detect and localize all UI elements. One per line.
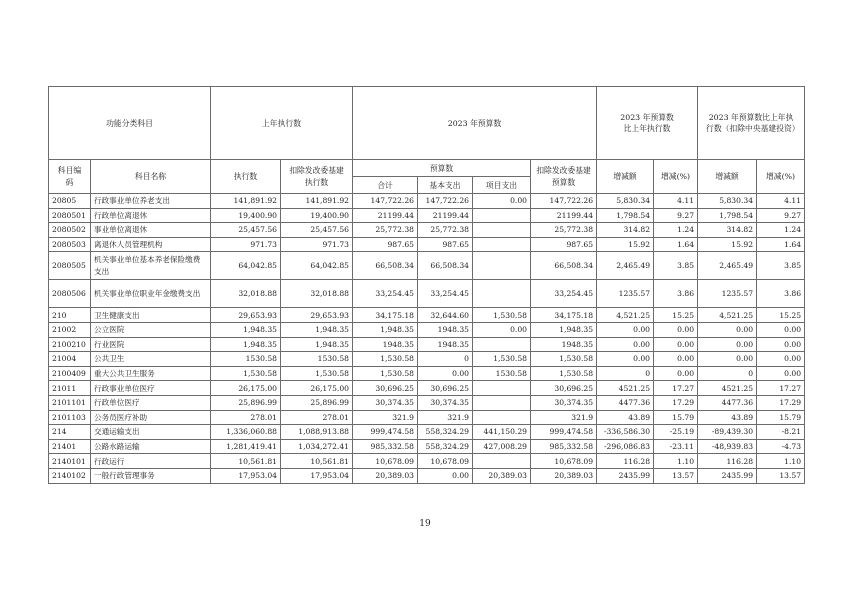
- header-budget-2023: 2023 年预算数: [353, 87, 597, 160]
- cell-increase-pct: 1.24: [654, 223, 698, 238]
- cell-increase-pct: 0.00: [654, 337, 698, 352]
- cell-increase-pct: -23.11: [654, 439, 698, 454]
- cell-project-expense: 1530.58: [473, 366, 531, 381]
- cell-budget-total: 1,948.35: [353, 322, 418, 337]
- cell-basic-expense: 32,644.60: [418, 308, 473, 323]
- cell-budget-total: 30,696.25: [353, 381, 418, 396]
- cell-increase-pct-2: 3.85: [757, 252, 805, 280]
- cell-budget-excl: 66,508.34: [531, 252, 597, 280]
- cell-budget-excl: 321.9: [531, 410, 597, 425]
- cell-increase-amount-2: 0.00: [698, 352, 757, 367]
- cell-budget-total: 25,772.38: [353, 223, 418, 238]
- cell-budget-excl: 1,530.58: [531, 366, 597, 381]
- header-basic-expense: 基本支出: [418, 177, 473, 194]
- cell-subject-code: 21011: [49, 381, 91, 396]
- cell-budget-total: 33,254.45: [353, 280, 418, 308]
- cell-increase-pct-2: 17.27: [757, 381, 805, 396]
- cell-exec-excl: 25,896.99: [281, 395, 353, 410]
- cell-increase-amount-2: 4477.36: [698, 395, 757, 410]
- cell-subject-code: 21004: [49, 352, 91, 367]
- cell-increase-pct: 3.85: [654, 252, 698, 280]
- header-budget-excl-dev: 扣除发改委基建预算数: [531, 160, 597, 194]
- cell-increase-amount-2: 0.00: [698, 322, 757, 337]
- table-row: [49, 352, 805, 367]
- cell-exec: 10,561.81: [211, 454, 281, 469]
- cell-project-expense: 0.00: [473, 322, 531, 337]
- cell-increase-amount-2: 4,521.25: [698, 308, 757, 323]
- cell-increase-amount: 0.00: [597, 337, 654, 352]
- table-row: [49, 468, 805, 483]
- cell-basic-expense: 558,324.29: [418, 425, 473, 440]
- cell-project-expense: [473, 280, 531, 308]
- cell-basic-expense: 10,678.09: [418, 454, 473, 469]
- cell-subject-name: 行政事业单位养老支出: [91, 194, 211, 209]
- cell-budget-excl: 25,772.38: [531, 223, 597, 238]
- cell-basic-expense: 30,696.25: [418, 381, 473, 396]
- cell-exec-excl: 29,653.93: [281, 308, 353, 323]
- cell-exec: 971.73: [211, 237, 281, 252]
- cell-increase-pct-2: -8.21: [757, 425, 805, 440]
- cell-increase-amount: 4,521.25: [597, 308, 654, 323]
- cell-increase-pct: 13.57: [654, 468, 698, 483]
- cell-exec-excl: 25,457.56: [281, 223, 353, 238]
- cell-increase-amount-2: 5,830.34: [698, 194, 757, 209]
- table-row: [49, 425, 805, 440]
- cell-exec: 25,457.56: [211, 223, 281, 238]
- cell-basic-expense: 558,324.29: [418, 439, 473, 454]
- cell-subject-name: 行政事业单位医疗: [91, 381, 211, 396]
- cell-budget-total: 1,530.58: [353, 366, 418, 381]
- cell-exec: 1,281,419.41: [211, 439, 281, 454]
- cell-exec: 1,948.35: [211, 322, 281, 337]
- cell-increase-pct: 4.11: [654, 194, 698, 209]
- cell-increase-amount: 0.00: [597, 352, 654, 367]
- cell-increase-pct-2: 1.24: [757, 223, 805, 238]
- cell-basic-expense: 21199.44: [418, 208, 473, 223]
- cell-budget-total: 34,175.18: [353, 308, 418, 323]
- cell-subject-name: 行业医院: [91, 337, 211, 352]
- header-increase-pct-2: 增减(%): [757, 160, 805, 194]
- cell-increase-amount-2: 116.28: [698, 454, 757, 469]
- cell-subject-name: 重大公共卫生服务: [91, 366, 211, 381]
- cell-subject-code: 21002: [49, 322, 91, 337]
- cell-project-expense: [473, 381, 531, 396]
- cell-budget-excl: 147,722.26: [531, 194, 597, 209]
- cell-increase-pct: 17.27: [654, 381, 698, 396]
- cell-basic-expense: 0.00: [418, 366, 473, 381]
- cell-basic-expense: 30,374.35: [418, 395, 473, 410]
- cell-increase-pct-2: 9.27: [757, 208, 805, 223]
- cell-increase-amount: 15.92: [597, 237, 654, 252]
- table-row: [49, 194, 805, 209]
- cell-subject-name: 机关事业单位基本养老保险缴费支出: [91, 252, 211, 280]
- cell-increase-pct-2: 1.64: [757, 237, 805, 252]
- cell-subject-code: 2101103: [49, 410, 91, 425]
- cell-increase-amount: 43.89: [597, 410, 654, 425]
- header-subject-name: 科目名称: [91, 160, 211, 194]
- cell-project-expense: [473, 395, 531, 410]
- cell-budget-excl: 985,332.58: [531, 439, 597, 454]
- cell-increase-pct: 15.25: [654, 308, 698, 323]
- cell-exec: 25,896.99: [211, 395, 281, 410]
- header-budget-amount: 预算数: [353, 160, 531, 177]
- cell-basic-expense: 0: [418, 352, 473, 367]
- cell-subject-name: 一般行政管理事务: [91, 468, 211, 483]
- cell-budget-total: 1,530.58: [353, 352, 418, 367]
- cell-increase-pct: 0.00: [654, 322, 698, 337]
- cell-subject-name: 公共卫生: [91, 352, 211, 367]
- cell-budget-total: 985,332.58: [353, 439, 418, 454]
- cell-budget-total: 987.65: [353, 237, 418, 252]
- cell-increase-pct-2: 17.29: [757, 395, 805, 410]
- header-subject-code: 科目编码: [49, 160, 91, 194]
- cell-subject-code: 2101101: [49, 395, 91, 410]
- budget-table: [48, 86, 805, 484]
- table-row: [49, 395, 805, 410]
- cell-exec-excl: 141,891.92: [281, 194, 353, 209]
- cell-exec-excl: 1,948.35: [281, 322, 353, 337]
- cell-project-expense: [473, 208, 531, 223]
- cell-basic-expense: 0.00: [418, 468, 473, 483]
- cell-budget-excl: 33,254.45: [531, 280, 597, 308]
- cell-exec: 1,948.35: [211, 337, 281, 352]
- cell-budget-excl: 21199.44: [531, 208, 597, 223]
- cell-basic-expense: 147,722.26: [418, 194, 473, 209]
- cell-subject-code: 2080505: [49, 252, 91, 280]
- cell-increase-amount-2: 4521.25: [698, 381, 757, 396]
- cell-increase-pct: -25.19: [654, 425, 698, 440]
- cell-budget-excl: 987.65: [531, 237, 597, 252]
- cell-exec-excl: 1,088,913.88: [281, 425, 353, 440]
- cell-increase-amount-2: 1235.57: [698, 280, 757, 308]
- cell-increase-amount: 116.28: [597, 454, 654, 469]
- cell-subject-code: 214: [49, 425, 91, 440]
- cell-increase-amount-2: -89,439.30: [698, 425, 757, 440]
- cell-exec-excl: 971.73: [281, 237, 353, 252]
- cell-subject-code: 2080502: [49, 223, 91, 238]
- cell-budget-total: 999,474.58: [353, 425, 418, 440]
- cell-budget-excl: 1948.35: [531, 337, 597, 352]
- cell-budget-total: 21199.44: [353, 208, 418, 223]
- cell-project-expense: [473, 223, 531, 238]
- cell-subject-name: 公路水路运输: [91, 439, 211, 454]
- cell-project-expense: 20,389.03: [473, 468, 531, 483]
- table-row: [49, 337, 805, 352]
- header-exec-amount: 执行数: [211, 160, 281, 194]
- cell-exec: 32,018.88: [211, 280, 281, 308]
- cell-subject-code: 21401: [49, 439, 91, 454]
- cell-exec: 1,336,060.88: [211, 425, 281, 440]
- cell-budget-total: 10,678.09: [353, 454, 418, 469]
- cell-exec-excl: 64,042.85: [281, 252, 353, 280]
- table-row: [49, 308, 805, 323]
- header-vs-last-year-excl: 2023 年预算数比上年执行数（扣除中央基建投资）: [698, 87, 805, 160]
- cell-increase-pct: 9.27: [654, 208, 698, 223]
- cell-increase-pct-2: 0.00: [757, 366, 805, 381]
- cell-exec: 29,653.93: [211, 308, 281, 323]
- cell-increase-amount-2: 43.89: [698, 410, 757, 425]
- table-row: [49, 366, 805, 381]
- cell-basic-expense: 1948.35: [418, 322, 473, 337]
- cell-increase-pct-2: 1.10: [757, 454, 805, 469]
- cell-budget-excl: 20,389.03: [531, 468, 597, 483]
- cell-budget-excl: 10,678.09: [531, 454, 597, 469]
- header-func-subject: 功能分类科目: [49, 87, 211, 160]
- table-row: [49, 410, 805, 425]
- cell-project-expense: [473, 337, 531, 352]
- cell-increase-amount-2: 15.92: [698, 237, 757, 252]
- cell-exec: 278.01: [211, 410, 281, 425]
- cell-increase-pct: 1.64: [654, 237, 698, 252]
- cell-exec: 64,042.85: [211, 252, 281, 280]
- cell-increase-amount: 1235.57: [597, 280, 654, 308]
- cell-increase-pct-2: 0.00: [757, 322, 805, 337]
- cell-increase-amount: 2,465.49: [597, 252, 654, 280]
- table-row: [49, 322, 805, 337]
- cell-increase-pct: 0.00: [654, 366, 698, 381]
- header-increase-amount-2: 增减额: [698, 160, 757, 194]
- cell-subject-name: 行政运行: [91, 454, 211, 469]
- cell-increase-amount: 2435.99: [597, 468, 654, 483]
- cell-increase-pct-2: 15.25: [757, 308, 805, 323]
- cell-basic-expense: 33,254.45: [418, 280, 473, 308]
- cell-exec-excl: 17,953.04: [281, 468, 353, 483]
- header-project-expense: 项目支出: [473, 177, 531, 194]
- cell-project-expense: [473, 454, 531, 469]
- cell-subject-name: 行政单位离退休: [91, 208, 211, 223]
- cell-subject-name: 事业单位离退休: [91, 223, 211, 238]
- cell-increase-amount: -296,086.83: [597, 439, 654, 454]
- cell-subject-name: 公务员医疗补助: [91, 410, 211, 425]
- table-row: [49, 208, 805, 223]
- cell-increase-pct: 15.79: [654, 410, 698, 425]
- cell-increase-amount: 1,798.54: [597, 208, 654, 223]
- header-vs-last-year: 2023 年预算数比上年执行数: [597, 87, 698, 160]
- cell-basic-expense: 66,508.34: [418, 252, 473, 280]
- cell-increase-pct-2: 0.00: [757, 352, 805, 367]
- cell-subject-name: 机关事业单位职业年金缴费支出: [91, 280, 211, 308]
- cell-increase-amount-2: 1,798.54: [698, 208, 757, 223]
- cell-project-expense: 427,008.29: [473, 439, 531, 454]
- cell-budget-excl: 30,696.25: [531, 381, 597, 396]
- cell-exec-excl: 19,400.90: [281, 208, 353, 223]
- cell-increase-amount: 5,830.34: [597, 194, 654, 209]
- cell-budget-excl: 1,948.35: [531, 322, 597, 337]
- cell-exec: 1530.58: [211, 352, 281, 367]
- cell-budget-total: 147,722.26: [353, 194, 418, 209]
- cell-budget-excl: 999,474.58: [531, 425, 597, 440]
- header-increase-amount: 增减额: [597, 160, 654, 194]
- cell-increase-pct: 17.29: [654, 395, 698, 410]
- cell-budget-total: 20,389.03: [353, 468, 418, 483]
- cell-basic-expense: 321.9: [418, 410, 473, 425]
- cell-budget-total: 1948.35: [353, 337, 418, 352]
- cell-increase-amount-2: 2435.99: [698, 468, 757, 483]
- cell-increase-pct: 3.86: [654, 280, 698, 308]
- cell-exec: 26,175.00: [211, 381, 281, 396]
- cell-increase-pct: 0.00: [654, 352, 698, 367]
- cell-subject-code: 2080501: [49, 208, 91, 223]
- header-row-1: [49, 87, 805, 160]
- cell-budget-excl: 34,175.18: [531, 308, 597, 323]
- cell-subject-code: 210: [49, 308, 91, 323]
- header-total: 合计: [353, 177, 418, 194]
- cell-exec-excl: 1,034,272.41: [281, 439, 353, 454]
- cell-subject-name: 卫生健康支出: [91, 308, 211, 323]
- cell-budget-excl: 1,530.58: [531, 352, 597, 367]
- cell-project-expense: [473, 252, 531, 280]
- cell-project-expense: [473, 237, 531, 252]
- page-number: 19: [419, 519, 431, 529]
- cell-exec-excl: 278.01: [281, 410, 353, 425]
- header-increase-pct: 增减(%): [654, 160, 698, 194]
- table-row: [49, 381, 805, 396]
- header-last-year-exec: 上年执行数: [211, 87, 353, 160]
- cell-subject-name: 行政单位医疗: [91, 395, 211, 410]
- cell-increase-pct: 1.10: [654, 454, 698, 469]
- cell-project-expense: 441,150.29: [473, 425, 531, 440]
- cell-subject-code: 2080506: [49, 280, 91, 308]
- table-row: [49, 280, 805, 308]
- cell-budget-total: 321.9: [353, 410, 418, 425]
- cell-subject-name: 离退休人员管理机构: [91, 237, 211, 252]
- cell-subject-code: 2100210: [49, 337, 91, 352]
- table-row: [49, 439, 805, 454]
- cell-increase-amount: 0: [597, 366, 654, 381]
- cell-basic-expense: 1948.35: [418, 337, 473, 352]
- table-row: [49, 454, 805, 469]
- cell-basic-expense: 25,772.38: [418, 223, 473, 238]
- cell-increase-amount-2: 0.00: [698, 337, 757, 352]
- cell-increase-pct-2: 15.79: [757, 410, 805, 425]
- table-row: [49, 252, 805, 280]
- cell-subject-name: 公立医院: [91, 322, 211, 337]
- cell-increase-pct-2: 13.57: [757, 468, 805, 483]
- cell-exec-excl: 1530.58: [281, 352, 353, 367]
- cell-subject-code: 2140101: [49, 454, 91, 469]
- cell-increase-amount: 4521.25: [597, 381, 654, 396]
- cell-exec-excl: 26,175.00: [281, 381, 353, 396]
- cell-subject-code: 2140102: [49, 468, 91, 483]
- cell-increase-amount: 314.82: [597, 223, 654, 238]
- cell-exec-excl: 10,561.81: [281, 454, 353, 469]
- cell-subject-code: 2100409: [49, 366, 91, 381]
- cell-exec-excl: 1,948.35: [281, 337, 353, 352]
- cell-subject-code: 2080503: [49, 237, 91, 252]
- table-row: [49, 223, 805, 238]
- cell-increase-amount-2: 2,465.49: [698, 252, 757, 280]
- cell-increase-pct-2: 0.00: [757, 337, 805, 352]
- cell-project-expense: 1,530.58: [473, 352, 531, 367]
- cell-exec-excl: 1,530.58: [281, 366, 353, 381]
- cell-increase-pct-2: 4.11: [757, 194, 805, 209]
- cell-increase-amount: -336,586.30: [597, 425, 654, 440]
- cell-increase-amount-2: -48,939.83: [698, 439, 757, 454]
- cell-increase-amount: 4477.36: [597, 395, 654, 410]
- cell-budget-total: 30,374.35: [353, 395, 418, 410]
- cell-exec: 1,530.58: [211, 366, 281, 381]
- cell-budget-total: 66,508.34: [353, 252, 418, 280]
- header-exec-excl-dev: 扣除发改委基建执行数: [281, 160, 353, 194]
- cell-exec-excl: 32,018.88: [281, 280, 353, 308]
- cell-exec: 141,891.92: [211, 194, 281, 209]
- cell-increase-amount-2: 0: [698, 366, 757, 381]
- cell-project-expense: [473, 410, 531, 425]
- table-row: [49, 237, 805, 252]
- cell-project-expense: 0.00: [473, 194, 531, 209]
- cell-subject-name: 交通运输支出: [91, 425, 211, 440]
- header-row-2: [49, 160, 805, 177]
- cell-project-expense: 1,530.58: [473, 308, 531, 323]
- cell-budget-excl: 30,374.35: [531, 395, 597, 410]
- cell-subject-code: 20805: [49, 194, 91, 209]
- cell-increase-pct-2: -4.73: [757, 439, 805, 454]
- cell-exec: 19,400.90: [211, 208, 281, 223]
- cell-exec: 17,953.04: [211, 468, 281, 483]
- cell-increase-pct-2: 3.86: [757, 280, 805, 308]
- cell-increase-amount-2: 314.82: [698, 223, 757, 238]
- cell-basic-expense: 987.65: [418, 237, 473, 252]
- cell-increase-amount: 0.00: [597, 322, 654, 337]
